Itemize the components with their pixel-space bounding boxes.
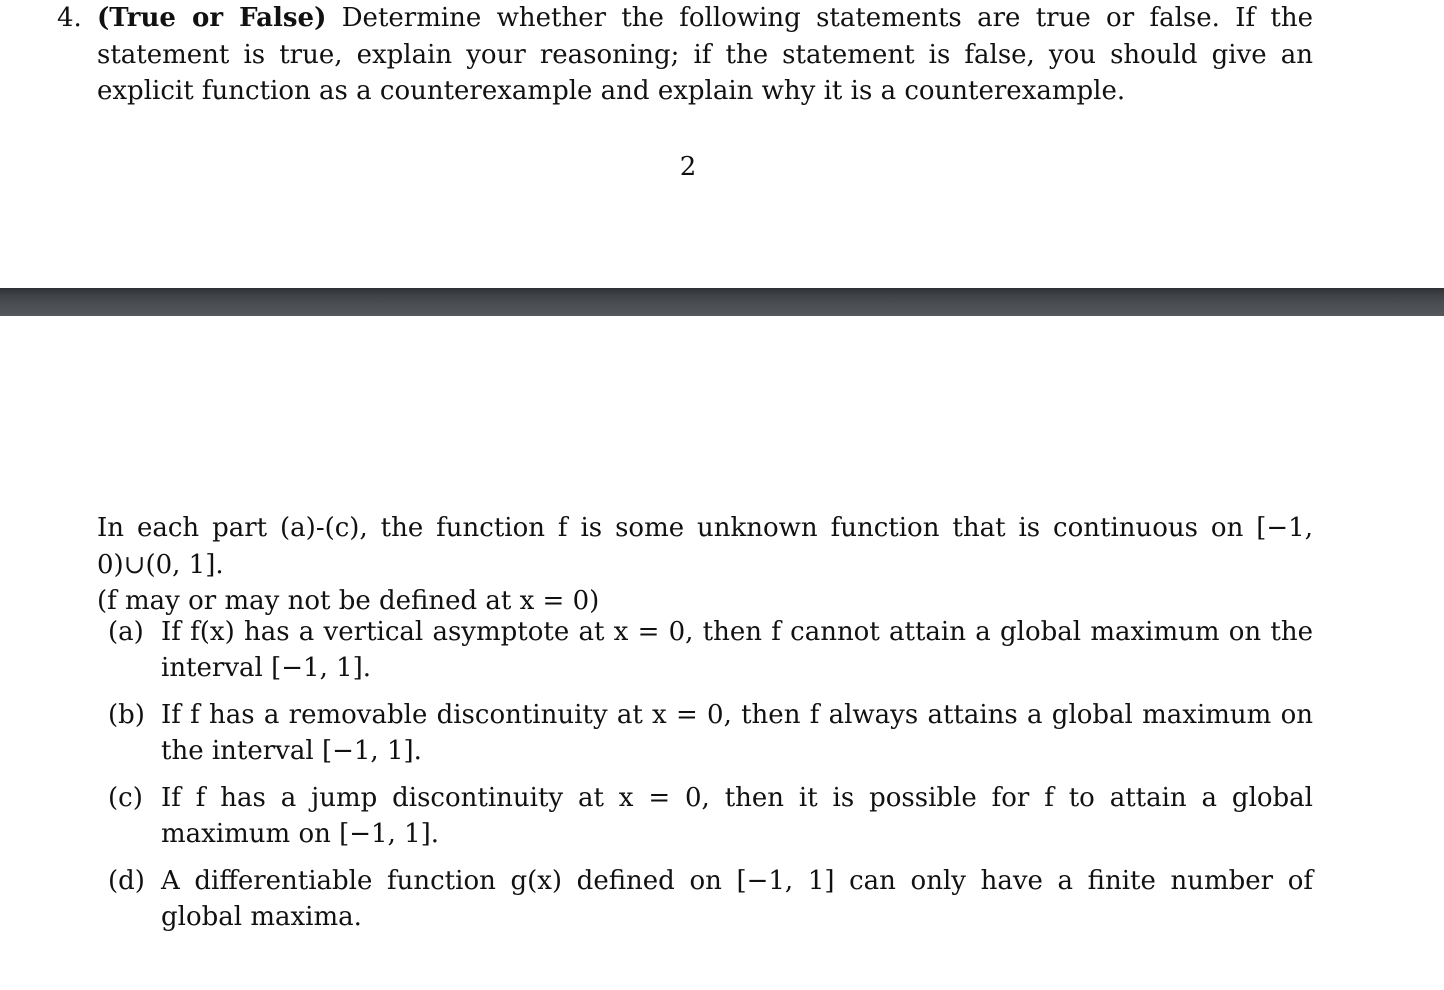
part-a bbox=[97, 614, 1313, 686]
part-c-text: If f has a jump discontinuity at x = 0, then it is possible for f to attain a global maximum on [−1, 1]. bbox=[161, 783, 1313, 849]
problem-statement bbox=[57, 0, 1313, 110]
intro-paragraph bbox=[97, 510, 1313, 620]
problem-instructions: Determine whether the following statements are true or false. If the statement is true, explain your reasoning; if the statement is false, you should give an explicit function as a counterexample and explain why it is a counterexample. bbox=[97, 3, 1313, 106]
page-divider bbox=[0, 288, 1444, 316]
problem-number: 4. bbox=[57, 3, 82, 33]
part-a-label: (a) bbox=[108, 617, 144, 647]
problem-body bbox=[97, 0, 1313, 110]
part-d-text: A differentiable function g(x) defined on [−1, 1] can only have a finite number of global maxima. bbox=[161, 866, 1313, 932]
intro-line-1: In each part (a)-(c), the function f is some unknown function that is continuous on [−1, 0)∪(0, 1]. bbox=[97, 513, 1313, 580]
part-d-label: (d) bbox=[108, 866, 145, 896]
part-c bbox=[97, 780, 1313, 852]
page-top bbox=[0, 0, 1444, 288]
part-a-text: If f(x) has a vertical asymptote at x = 0, then f cannot attain a global maximum on the interval [−1, 1]. bbox=[161, 617, 1313, 683]
part-d bbox=[97, 863, 1313, 935]
parts-list bbox=[97, 614, 1313, 946]
part-c-label: (c) bbox=[108, 783, 143, 813]
part-b bbox=[97, 697, 1313, 769]
part-b-label: (b) bbox=[108, 700, 145, 730]
intro-line-2: (f may or may not be defined at x = 0) bbox=[97, 586, 600, 616]
part-b-text: If f has a removable discontinuity at x = 0, then f always attains a global maximum on the interval [−1, 1]. bbox=[161, 700, 1313, 766]
problem-title: (True or False) bbox=[97, 3, 327, 33]
page-number: 2 bbox=[679, 152, 697, 182]
